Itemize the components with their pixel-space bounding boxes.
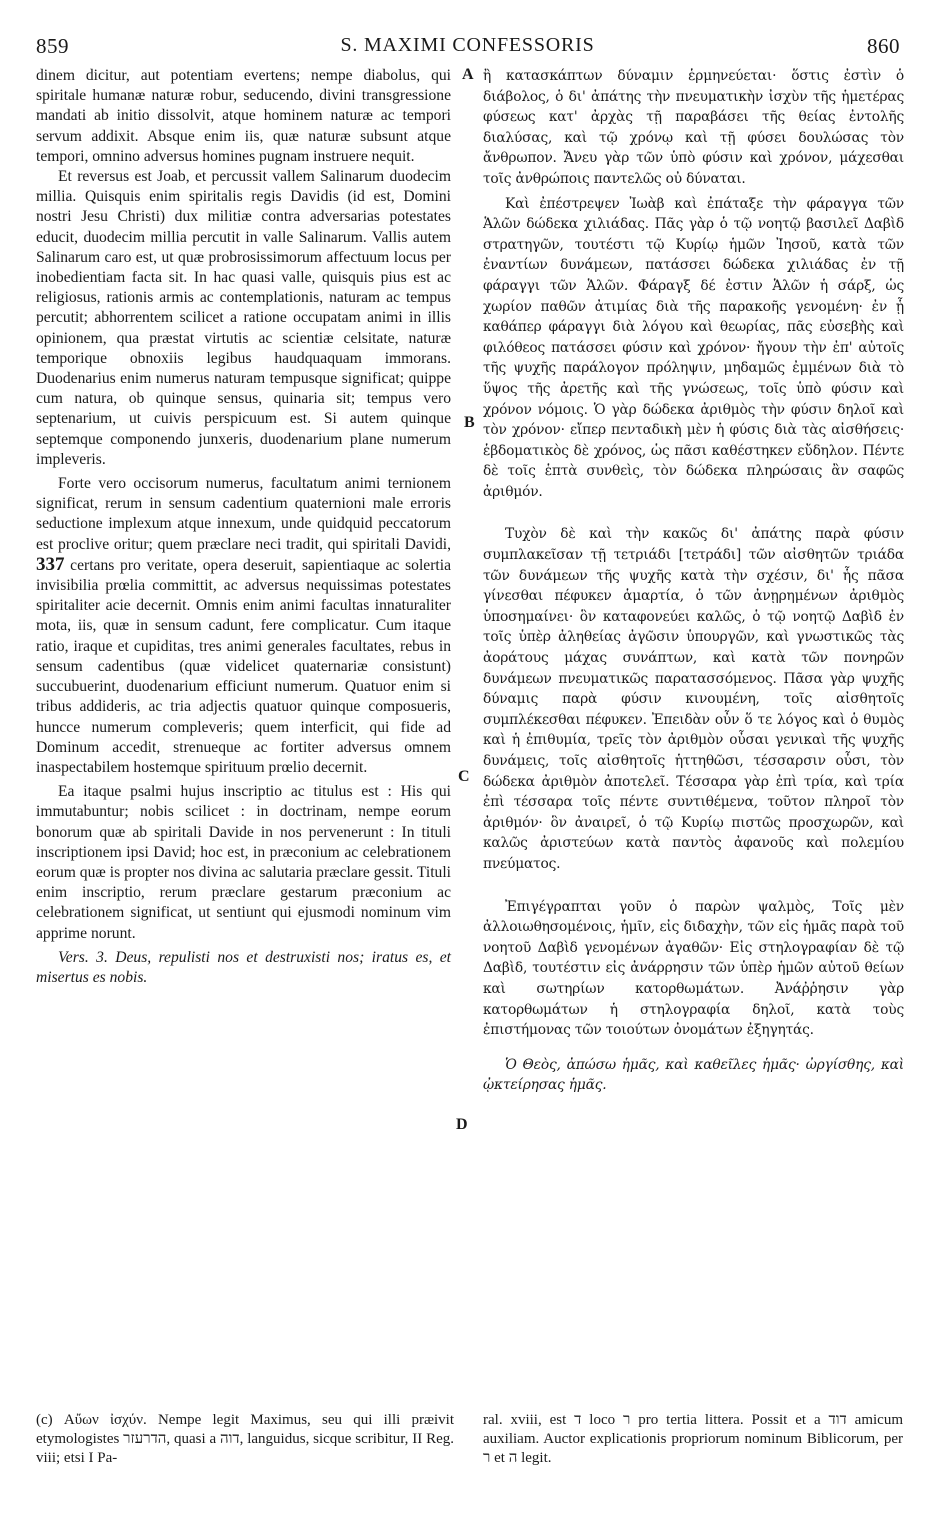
latin-paragraph-3-text: Forte vero occisorum numerus, facultatum animi ternionem significat, rerum in sensum cadentium quaternioni male erroris seductione implexum atque innexum, unde quidquid peccatorum est proclive oritur; quem præclare neci tradit, qui spiritali Davidi, <box>36 475 451 553</box>
running-title: S. MAXIMI CONFESSORIS <box>340 34 595 56</box>
latin-paragraph-4: Ea itaque psalmi hujus inscriptio ac titulus est : His qui immutabuntur; nobis scilicet : in doctrinam, nempe eorum bonorum quæ ab spiritali Davide in nos pervenerunt : In tituli inscriptionem ipsi David; hoc est, in præconium ac celebrationem eorum quæ is propter nos divina ac salutaria præclare gessit. Tituli enim inscriptio, rerum præclare gestarum præconium ac celebrationem significat, ut sentiunt qui ejusmodi nominum vim apprime norunt. <box>36 783 451 942</box>
page-number-right: 860 <box>867 34 900 58</box>
latin-paragraph-3-cont: certans pro veritate, opera deseruit, sapientiaque ac solertia invisibilia prœlia committit, ac adversus nequissimas potestates spiritaliter acie decernit. Omnis enim animi facultas innaturaliter mota, iis, quæ in sensum cadunt, fere complicatur. Cum itaque ratio, iraque et cupiditas, tres animi generales facultates, rebus in sensum cadentibus (quæ videlicet quaternariæ consistunt) succubuerint, duodenarium efficiunt numerum. Quatuor enim si tribus addideris, ac tria adjectis quatuor quinque composueris, huncce numerum compleveris; quem interficit, qui fide ad Dominum accedit, strenueque ac fortiter adversus omnem inaspectabilem hostemque spirituum prœlio decernit. <box>36 556 451 776</box>
column-number-337: 337 <box>36 553 65 575</box>
margin-marker-c: C <box>458 768 470 785</box>
greek-verse-3: Ὁ Θεὸς, ἀπώσω ἡμᾶς, καὶ καθεῖλες ἡμᾶς· ὠργίσθης, καὶ ᾠκτείρησας ἡμᾶς. <box>483 1056 904 1094</box>
latin-column <box>36 66 451 988</box>
footnote-right: ral. xviii, est ד loco ר pro tertia littera. Possit et a דוד amicum auxiliam. Auctor explicationis propriorum nominum Biblicorum, per ר et ה legit. <box>483 1412 903 1466</box>
margin-marker-a: A <box>462 66 474 83</box>
latin-paragraph-2: Et reversus est Joab, et percussit vallem Salinarum duodecim millia. Quisquis enim spiritalis regis Davidis (id est, Domini nostri Jesu Christi) dux militiæ contra adversarias potestates educit, duodecim millia percutit in valle Salinarum. Vallis autem Salinarum caro est, ut quæ probrosissimorum affectuum locus per inobedientiam facta sit. In hac quasi valle, quisquis pius est ac religiosus, rationis armis ac contemplationis, naturam ac tempus percutit; abhorrentem scilicet a ratione occupatam animi in illis opinionem, qua præstat virtutis ac scientiæ celsitate, naturæ temporique obnoxiis legibus haudquaquam immorans. Duodenarius enim numerus naturam tempusque significat; quippe cum natura, ob quinque sensus, quinaria sit; tempus vero septenarium, ut cuivis perspicuum est. Si autem quinque septemque componendo junxeris, duodenarium plane numerum impleveris. <box>36 168 451 468</box>
footnote-left: (c) Αὔων ἰσχύν. Nempe legit Maximus, seu qui illi præivit etymologistes הדרעזר, quasi a דוה, languidus, sicque scribitur, II Reg. viii; etsi I Pa- <box>36 1412 454 1466</box>
greek-paragraph-3: Τυχὸν δὲ καὶ τὴν κακῶς δι' ἀπάτης παρὰ φύσιν συμπλακεῖσαν τῇ τετριάδι [τετράδι] τῶν αἰσθητῶν τριάδα τῶν δυνάμεων τῆς ψυχῆς κατὰ τὴν σχέσιν, δι' ἧς πᾶσα γίνεσθαι πέφυκεν ἁμαρτία, ὁ τῶν ἀνῃρημένων ἀριθμὸς ὑποσημαίνει· ὃν καταφονεύει καλῶς, ὁ τῷ νοητῷ Δαβὶδ ἐν τοῖς ὑπὲρ ἀληθείας ἀγῶσιν ὑπουργῶν, καὶ γνωστικῶς τὰς ἀοράτους μάχας συνάπτων, καὶ κατὰ τῶν πονηρῶν δυνάμεων πνευματικῶς παρατασσόμενος. Πᾶσα γὰρ ψυχῆς δύναμις παρὰ φύσιν κινουμένη, τοῖς αἰσθητοῖς συμπλέκεσθαι πέφυκεν. Ἐπειδὰν οὖν ὅ τε λόγος καὶ ὁ θυμὸς καὶ ἡ ἐπιθυμία, τρεῖς τὸν ἀριθμὸν οὖσαι γενικαὶ τῆς ψυχῆς δυνάμεις, τοῖς αἰσθητοῖς ἡττηθῶσι, τέσσαρσιν οὖσι, τὸν δώδεκα ἀριθμὸν ἀποτελεῖ. Τέσσαρα γὰρ ἐπὶ τρία, καὶ τρία ἐπὶ τέσσαρα τοῖς πέντε συντιθέμενα, τοῦτον πληροῖ τὸν ἀριθμόν· ὃν ἀναιρεῖ, ὁ τῷ Κυρίῳ πιστῶς προσχωρῶν, καὶ καλῶς ἀριστεύων κατὰ παντὸς ἀφανοῦς καὶ πολεμίου πνεύματος. <box>483 526 904 872</box>
margin-marker-b: B <box>464 414 475 431</box>
page-number-left: 859 <box>36 34 69 58</box>
latin-paragraph-1: dinem dicitur, aut potentiam evertens; nempe diabolus, qui spiritale humanæ naturæ robur, seducendo, divini transgressione mandati ab initio dissolvit, atque hominem naturæ ac tempori servum addixit. Absque enim iis, quæ naturæ subsunt atque tempori, omnino adversus homines pugnam instruere nequit. <box>36 67 451 165</box>
margin-marker-d: D <box>456 1116 468 1133</box>
greek-paragraph-4: Ἐπιγέγραπται γοῦν ὁ παρὼν ψαλμὸς, Τοῖς μὲν ἀλλοιωθησομένοις, ἡμῖν, εἰς διδαχὴν, τῶν εἰς ἡμᾶς παρὰ τοῦ νοητοῦ Δαβὶδ γενομένων ἀγαθῶν· Εἰς στηλογραφίαν δὲ τῷ Δαβὶδ, τουτέστιν εἰς ἀνάρρησιν τῶν ὑπὲρ ἡμῶν αὐτοῦ θείων καὶ σωτηρίων κατορθωμάτων. Ἀνάῤῥησιν γὰρ κατορθωμάτων ἡ στηλογραφία δηλοῖ, κατὰ τοὺς ἐπιστήμονας τῶν τοιούτων ὀνομάτων ἐξηγητάς. <box>483 898 904 1039</box>
greek-column <box>483 66 904 1096</box>
greek-paragraph-2: Καὶ ἐπέστρεψεν Ἰωὰβ καὶ ἐπάταξε τὴν φάραγγα τῶν Ἁλῶν δώδεκα χιλιάδας. Πᾶς γὰρ ὁ τῷ νοητῷ βασιλεῖ Δαβὶδ στρατηγῶν, τουτέστι τῷ Κυρίῳ ἡμῶν Ἰησοῦ, κατὰ τῶν ἐναντίων δυνάμεων, πατάσσει δώδεκα χιλιάδας ἐν τῇ φάραγγι τῶν Ἁλῶν. Φάραγξ δέ ἐστιν Ἁλῶν ἡ σάρξ, ὡς χωρίον παθῶν ἀτιμίας διὰ τῆς παρακοῆς γενομένη· ἐν ᾗ καθάπερ φάραγγι διὰ λόγου καὶ θεωρίας, πᾶς εὐσεβὴς καὶ φιλόθεος πατάσσει φύσιν καὶ χρόνον· ἤγουν τὴν ἐπ' αὐτοῖς τῆς ψυχῆς παράλογον πρόληψιν, μηδαμῶς ἐμμένων διὰ τὸ ὕψος τῆς ἀρετῆς καὶ τῆς γνώσεως, τοῖς ὑπὸ φύσιν καὶ χρόνον νόμοις. Ὁ γὰρ δώδεκα ἀριθμὸς τὴν φύσιν δηλοῖ καὶ τὸν χρόνον· εἴπερ πενταδικὴ μὲν ἡ φύσις διὰ τὰς αἰσθήσεις· ἑβδοματικὸς δὲ χρόνος, ὡς πᾶσι καθέστηκεν εὔδηλον. Πέντε δὲ τοῖς ἑπτὰ συνθεὶς, τὸν δώδεκα πληρώσαις ἂν σαφῶς ἀριθμόν. <box>483 195 904 500</box>
greek-paragraph-1: ἢ κατασκάπτων δύναμιν ἑρμηνεύεται· ὅστις ἐστὶν ὁ διάβολος, ὁ δι' ἀπάτης τὴν πνευματικὴν ἰσχὺν τῆς ἡμετέρας φύσεως κατ' ἀρχὰς τῇ παραβάσει τῆς θείας ἐντολῆς διαλύσας, καὶ τῷ χρόνῳ καὶ τῇ φύσει δουλώσας τὸν ἄνθρωπον. Ἄνευ γὰρ τῶν ὑπὸ φύσιν καὶ χρόνον, μάχεσθαι τοῖς ἀνθρώποις παντελῶς οὐ δύναται. <box>483 68 904 187</box>
latin-paragraph-3 <box>36 474 451 778</box>
latin-verse-3: Vers. 3. Deus, repulisti nos et destruxisti nos; iratus es, et misertus es nobis. <box>36 948 451 986</box>
